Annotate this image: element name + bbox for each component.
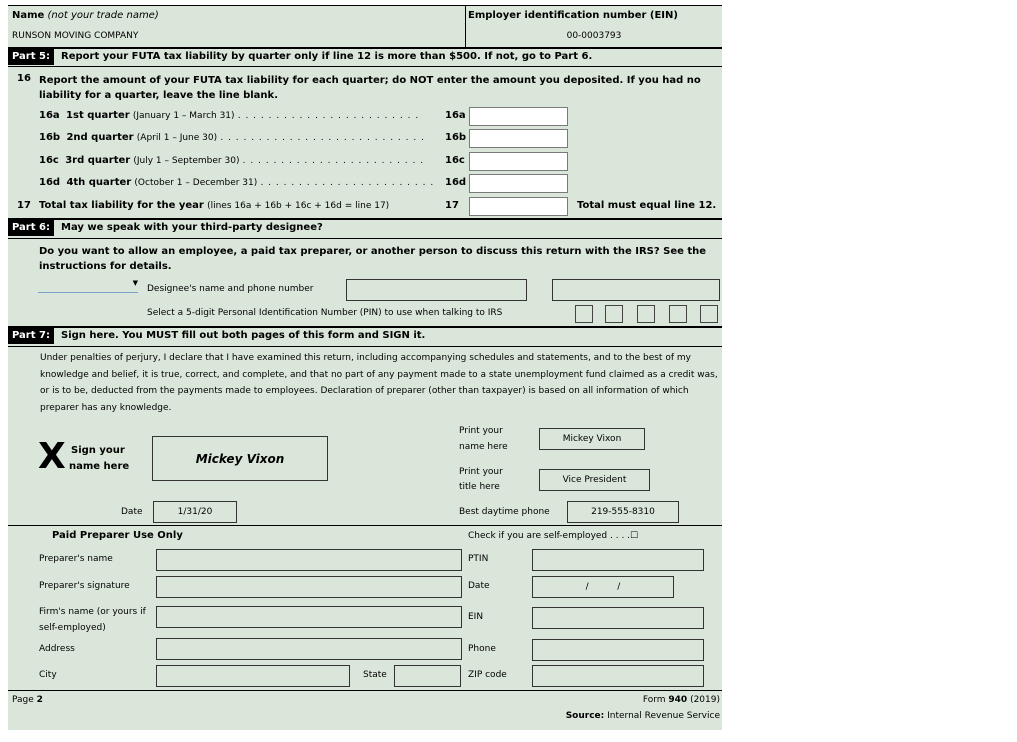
ptin-input[interactable] [532,549,704,571]
preparer-name-input[interactable] [156,549,462,571]
part5-title: Report your FUTA tax liability by quarter only if line 12 is more than $500. If not, go to Part 6. [61,51,593,62]
form-label: Form [642,695,666,705]
form-id [643,695,720,705]
preparer-signature-label: Preparer's signature [39,581,130,591]
name-label: Name [12,10,45,21]
leader-dots: . . . . . . . . . . . . . . . . . . . . . . . . [242,156,425,166]
business-name: RUNSON MOVING COMPANY [12,31,139,41]
quarter-code: 16a [39,110,60,121]
quarter-code: 16c [39,155,59,166]
page-label: Page [12,695,34,705]
quarter-row-16c [39,155,424,166]
pin-digit-5[interactable] [700,305,718,323]
line17-text: Total tax liability for the year [39,200,204,211]
part7-title: Sign here. You MUST fill out both pages of this form and SIGN it. [61,330,426,341]
designee-phone-input[interactable] [552,279,720,301]
address-input[interactable] [156,638,462,660]
preparer-phone-input[interactable] [532,639,704,661]
quarter-range: (April 1 – June 30) [136,133,218,143]
part5-bottom-rule [8,66,722,67]
pin-digit-4[interactable] [669,305,687,323]
form-year: (2019) [690,695,720,705]
self-employed-checkbox[interactable]: ☐ [630,531,639,541]
quarter-row-16b [39,132,425,143]
pin-label: Select a 5-digit Personal Identification Number (PIN) to use when talking to IRS [147,308,503,318]
line-code-16c: 16c [445,155,465,166]
zip-label: ZIP code [468,670,507,680]
form-940-page-2 [8,5,722,730]
firm-label [39,604,146,636]
part5-rule [8,47,722,49]
line17-code: 17 [445,200,459,211]
pin-digit-2[interactable] [605,305,623,323]
line17-label [39,200,389,211]
quarter-code: 16b [39,132,61,143]
name-hint: (not your trade name) [47,10,159,21]
line17-note: Total must equal line 12. [577,200,717,211]
part6-question: Do you want to allow an employee, a paid tax preparer, or another person to discuss this return with the IRS? See the instructions for details. [39,246,707,272]
form-number: 940 [668,695,688,705]
part6-tag: Part 6: [8,220,54,236]
city-input[interactable] [156,665,350,687]
quarter-row-16d [39,177,434,188]
designee-name-input[interactable] [346,279,527,301]
preparer-ein-input[interactable] [532,607,704,629]
part7-bottom-rule [8,346,722,347]
quarter-16a-input[interactable] [469,107,568,126]
quarter-name: 2nd quarter [66,132,134,143]
ein-label: Employer identification number (EIN) [468,10,678,21]
chevron-down-icon: ▼ [132,279,138,287]
preparer-name-label: Preparer's name [39,554,113,564]
name-label-row [12,10,159,21]
line17-input[interactable] [469,197,568,216]
self-employed-row [468,531,638,541]
line17-hint: (lines 16a + 16b + 16c + 16d = line 17) [207,201,390,211]
preparer-phone-label: Phone [468,644,496,654]
address-label: Address [39,644,75,654]
print-title-input[interactable]: Vice President [539,469,650,491]
line17-number: 17 [17,200,31,211]
quarter-range: (January 1 – March 31) [132,111,235,121]
pin-digit-3[interactable] [637,305,655,323]
page-number: 2 [36,695,43,705]
self-employed-label: Check if you are self-employed . . . . [468,531,631,541]
line-code-16b: 16b [445,132,467,143]
preparer-date-label: Date [468,581,490,591]
ein-value: 00-0003793 [566,31,622,41]
part7-tag: Part 7: [8,328,54,344]
sign-label-2: name here [69,461,130,472]
state-input[interactable] [394,665,461,687]
phone-label: Best daytime phone [459,507,550,517]
print-name-label-2: name here [459,442,508,452]
print-title-label-2: title here [459,482,500,492]
quarter-16c-input[interactable] [469,152,568,171]
leader-dots: . . . . . . . . . . . . . . . . . . . . . . . . . . . [220,133,425,143]
phone-input[interactable]: 219-555-8310 [567,501,679,523]
source-value: Internal Revenue Service [607,711,720,721]
part6-title: May we speak with your third-party designee? [61,222,323,233]
quarter-range: (July 1 – September 30) [133,156,240,166]
firm-label-2: self-employed) [39,623,106,633]
line16-number: 16 [17,73,31,84]
page-indicator [12,695,43,705]
part7-rule [8,326,722,328]
quarter-name: 4th quarter [66,177,132,188]
line-code-16a: 16a [445,110,466,121]
sign-label-1: Sign your [71,445,125,456]
perjury-declaration: Under penalties of perjury, I declare that I have examined this return, including accompanying schedules and statements, and to the best of my knowledge and belief, it is true, correct, and complete, and that no part of any payment made to a state unemployment fund claimed as a credit was, or is to be, deducted from the payments made to employees. Declaration of preparer (other than taxpayer) is based on all information of which preparer has any knowledge. [40,353,718,413]
designee-label: Designee's name and phone number [147,284,314,294]
designee-select[interactable] [38,279,138,293]
preparer-date-input[interactable]: / / [532,576,674,598]
zip-input[interactable] [532,665,704,687]
city-label: City [39,670,57,680]
signature-text: Mickey Vixon [195,451,285,466]
print-title-label-1: Print your [459,467,503,477]
date-label: Date [121,507,143,517]
preparer-ein-label: EIN [468,612,484,622]
line16-text: Report the amount of your FUTA tax liability for each quarter; do NOT enter the amount you deposited. If you had no liability for a quarter, leave the line blank. [39,75,701,101]
part6-bottom-rule [8,238,722,239]
print-name-input[interactable]: Mickey Vixon [539,428,645,450]
quarter-name: 1st quarter [66,110,130,121]
quarter-16d-input[interactable] [469,174,568,193]
leader-dots: . . . . . . . . . . . . . . . . . . . . . . . [260,178,435,188]
signature-box[interactable] [152,436,328,481]
source-line [566,711,720,721]
date-input[interactable]: 1/31/20 [153,501,237,523]
quarter-row-16a [39,110,419,121]
line-code-16d: 16d [445,177,467,188]
part5-tag: Part 5: [8,49,54,65]
pin-digit-1[interactable] [575,305,593,323]
firm-label-1: Firm's name (or yours if [39,607,146,617]
leader-dots: . . . . . . . . . . . . . . . . . . . . . . . . [237,111,420,121]
quarter-code: 16d [39,177,61,188]
quarter-range: (October 1 – December 31) [134,178,258,188]
source-label: Source: [565,711,605,721]
ptin-label: PTIN [468,554,489,564]
firm-name-input[interactable] [156,606,462,628]
preparer-rule [8,525,722,526]
footer-rule [8,690,722,691]
sign-x-mark: X [38,436,66,477]
part6-rule [8,218,722,220]
print-name-label-1: Print your [459,426,503,436]
quarter-16b-input[interactable] [469,129,568,148]
preparer-heading: Paid Preparer Use Only [52,530,183,541]
preparer-signature-input[interactable] [156,576,462,598]
quarter-name: 3rd quarter [65,155,131,166]
state-label: State [363,670,387,680]
top-rule [8,5,722,6]
